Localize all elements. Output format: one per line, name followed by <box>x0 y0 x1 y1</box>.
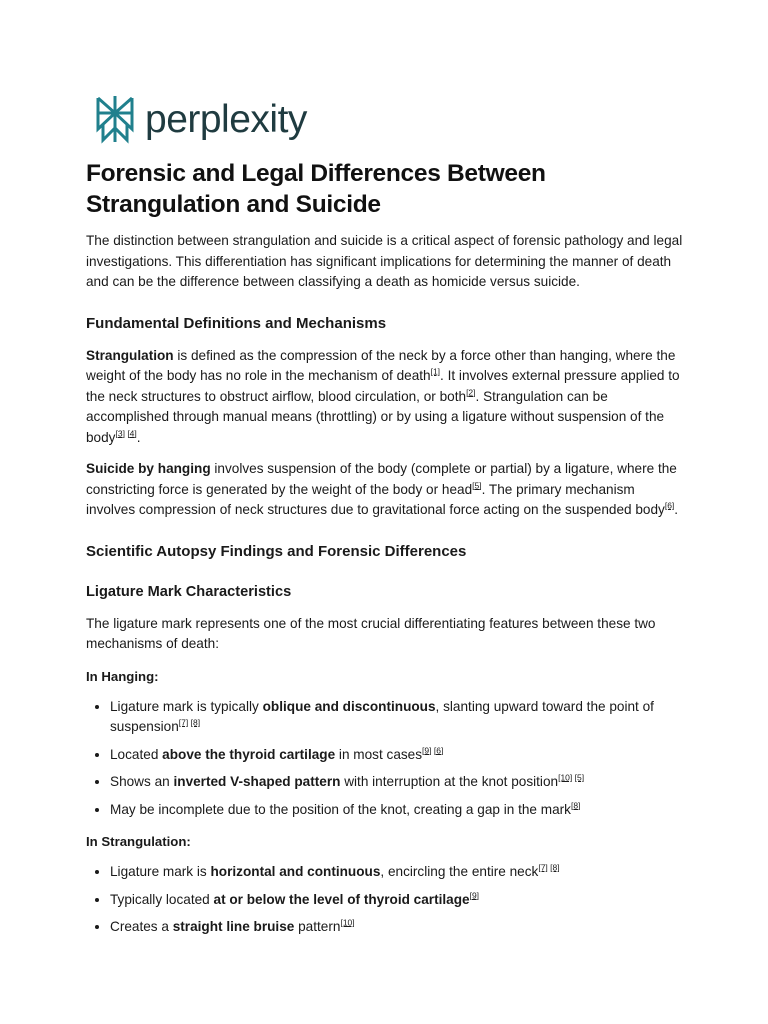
citation-link[interactable]: [7] <box>178 717 189 728</box>
citation-link[interactable]: [9] <box>422 744 432 755</box>
text: . It involves external pressure applied to the neck structures to obstruct airflow, blood circulation, or both <box>86 368 680 404</box>
list-item: • Shows an inverted V-shaped pattern with interruption at the knot position[10] [5] <box>110 772 686 793</box>
section-heading-autopsy: Scientific Autopsy Findings and Forensic Differences <box>86 542 467 560</box>
strangulation-definition <box>86 346 686 449</box>
citation-link[interactable]: [6] <box>433 744 444 755</box>
article <box>86 158 686 945</box>
citation-link[interactable]: [5] <box>472 479 482 490</box>
citation-link[interactable]: [6] <box>664 500 675 511</box>
list-item: • Ligature mark is horizontal and continuous, encircling the entire neck[7] [8] <box>110 862 686 883</box>
citation-link[interactable]: [10] <box>340 917 355 928</box>
citation-link[interactable]: [8] <box>570 799 581 810</box>
list-item: • Typically located at or below the level of thyroid cartilage[9] <box>110 890 686 911</box>
text: . Strangulation can be accomplished through manual means (throttling) or by using a ligature without suspension of the body <box>86 388 665 445</box>
text: . <box>136 429 141 445</box>
term-strangulation: Strangulation <box>86 347 174 363</box>
list-item: • Located above the thyroid cartilage in most cases[9] [6] <box>110 745 686 766</box>
list-item: • Ligature mark is typically oblique and discontinuous, slanting upward toward the point of suspension[7] [8] <box>110 697 686 738</box>
ligature-intro: The ligature mark represents one of the most crucial differentiating features between these two mechanisms of death: <box>86 615 656 651</box>
intro-paragraph: The distinction between strangulation and suicide is a critical aspect of forensic pathology and legal investigations. This differentiation has significant implications for determining the manner of death and can be the difference between classifying a death as homicide versus suicide. <box>86 233 683 289</box>
citation-link[interactable]: [7] <box>538 862 548 873</box>
citation-link[interactable]: [5] <box>574 772 585 783</box>
strangulation-label: In Strangulation: <box>86 834 191 849</box>
subsection-heading-ligature: Ligature Mark Characteristics <box>86 583 292 600</box>
list-item: • Creates a straight line bruise pattern[10] <box>110 917 686 938</box>
text: . The primary mechanism involves compression of neck structures due to gravitational force acting on the suspended body <box>86 481 665 517</box>
citation-link[interactable]: [3] <box>115 427 125 438</box>
term-suicide-by-hanging: Suicide by hanging <box>86 461 211 476</box>
list-item: • May be incomplete due to the position of the knot, creating a gap in the mark[8] <box>110 800 686 821</box>
citation-link[interactable]: [8] <box>550 862 560 873</box>
perplexity-logo[interactable] <box>94 94 307 144</box>
citation-link[interactable]: [10] <box>558 772 573 783</box>
citation-link[interactable]: [9] <box>469 889 480 900</box>
text: . <box>674 502 679 517</box>
strangulation-list <box>86 862 686 938</box>
text: is defined as the compression of the neck by a force other than hanging, where the weight of the body has no role in the mechanism of death <box>86 347 676 383</box>
hanging-label: In Hanging: <box>86 668 159 684</box>
citation-link[interactable]: [2] <box>466 386 476 397</box>
citation-link[interactable]: [4] <box>127 427 137 438</box>
citation-link[interactable]: [1] <box>430 366 441 377</box>
hanging-list <box>86 697 686 821</box>
perplexity-logo-icon <box>94 94 136 144</box>
citation-link[interactable]: [8] <box>190 717 201 728</box>
hanging-definition <box>86 459 686 521</box>
page-title: Forensic and Legal Differences Between Strangulation and Suicide <box>86 160 546 218</box>
text: involves suspension of the body (complete or partial) by a ligature, where the constricting force is generated by the weight of the body or head <box>86 461 677 497</box>
logo-wordmark: perplexity <box>145 97 307 141</box>
section-heading-definitions: Fundamental Definitions and Mechanisms <box>86 314 387 332</box>
